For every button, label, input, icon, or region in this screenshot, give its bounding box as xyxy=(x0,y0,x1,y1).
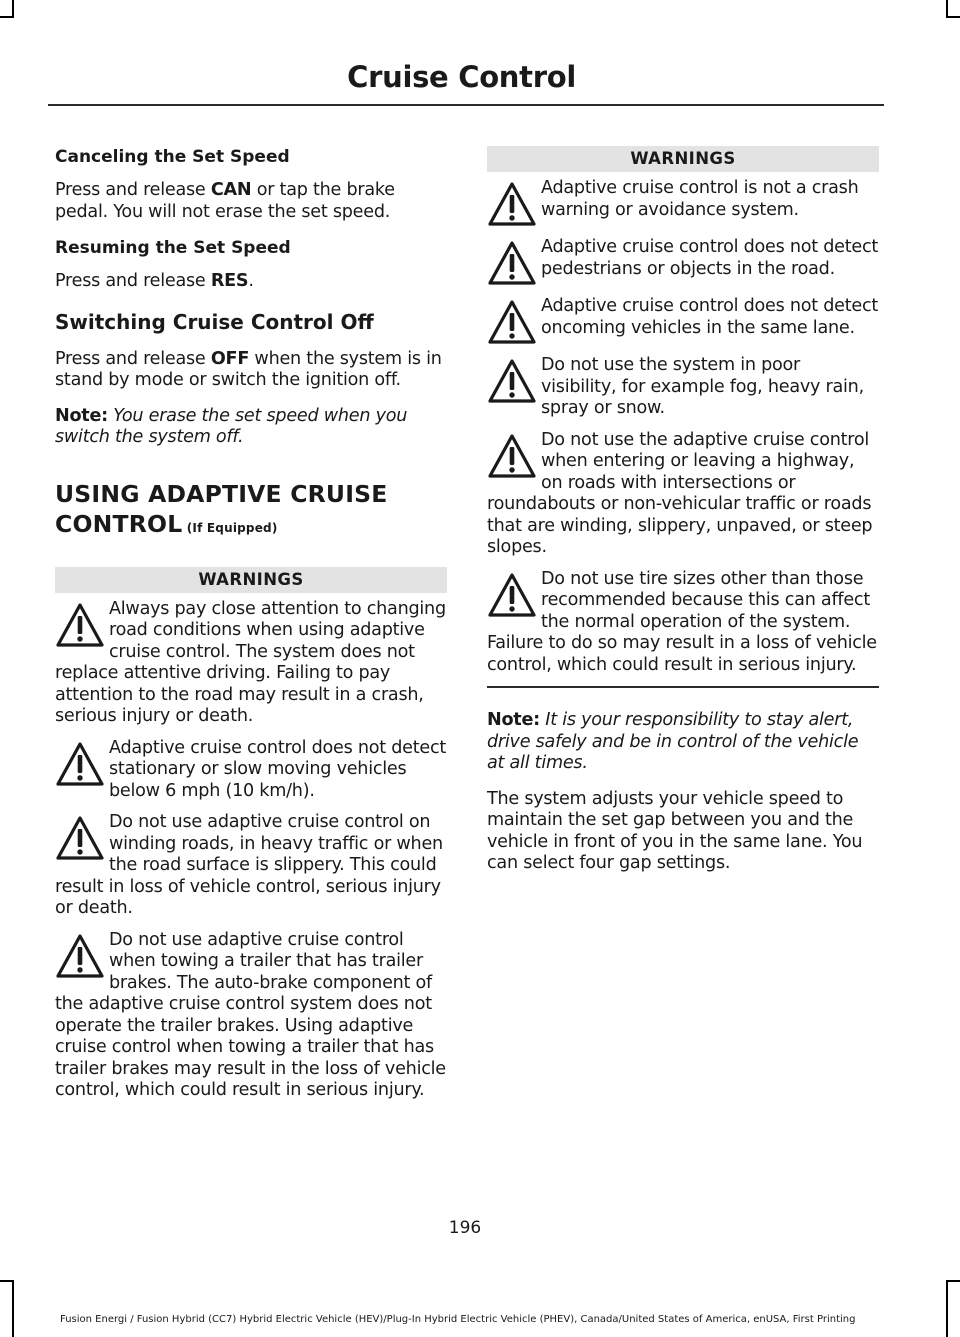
right-note-label: Note: xyxy=(487,710,540,730)
warning-text: Always pay close attention to changing road conditions when using adaptive cruise control. The system does not replace attentive driving. Failing to pay attention to the road may result in a crash, serious injury or death. xyxy=(55,598,446,726)
warning-item xyxy=(55,930,447,1102)
left-warnings-box xyxy=(55,567,447,1102)
warning-text: Do not use adaptive cruise control on winding roads, in heavy traffic or when the road surface is slippery. This could result in loss of vehicle control, serious injury or death. xyxy=(55,812,443,918)
warning-text: Adaptive cruise control does not detect oncoming vehicles in the same lane. xyxy=(541,296,879,338)
switch-off-heading: Switching Cruise Control Off xyxy=(55,309,374,334)
warnings-title: WARNINGS xyxy=(55,567,447,593)
left-note xyxy=(55,406,447,449)
left-warnings-list xyxy=(55,599,447,1102)
cancel-heading: Canceling the Set Speed xyxy=(55,147,290,167)
warning-text: Do not use the adaptive cruise control when entering or leaving a highway, on roads with intersections or roundabouts or non-vehicular traffic or roads that are winding, slippery, unpaved, or steep slopes. xyxy=(487,429,873,557)
left-note-label: Note: xyxy=(55,405,108,426)
crop-mark-bottom-left-v xyxy=(12,1280,14,1337)
section-heading xyxy=(55,479,447,543)
warning-item xyxy=(55,738,447,803)
warning-triangle-icon xyxy=(55,815,105,861)
right-column xyxy=(487,146,879,889)
resume-text-post: . xyxy=(248,271,254,291)
section-heading-suffix: (If Equipped) xyxy=(182,520,278,535)
off-text-post: when the system is in stand by mode or switch the ignition off. xyxy=(55,348,442,390)
off-keyword: OFF xyxy=(210,348,250,369)
warning-item xyxy=(487,296,879,345)
warning-text: Adaptive cruise control does not detect stationary or slow moving vehicles below 6 mph (10 km/h). xyxy=(109,737,447,801)
page-number: 196 xyxy=(448,1218,482,1238)
resume-heading: Resuming the Set Speed xyxy=(55,238,291,258)
page-title: Cruise Control xyxy=(347,60,576,94)
warning-triangle-icon xyxy=(55,933,105,979)
warning-text: Do not use adaptive cruise control when towing a trailer that has trailer brakes. The auto-brake component of the adaptive cruise control system does not operate the trailer brakes. Using adaptive cruise control when towing a trailer that has trailer brakes may result in the loss of vehicle control, which could result in serious injury. xyxy=(55,929,446,1100)
warning-item xyxy=(55,599,447,728)
cancel-text-pre: Press and release xyxy=(55,180,211,200)
warning-triangle-icon xyxy=(487,358,537,404)
section-heading-text: USING ADAPTIVE CRUISE CONTROL xyxy=(55,479,388,538)
warning-item xyxy=(487,569,879,677)
warning-text: Do not use the system in poor visibility, for example fog, heavy rain, spray or snow. xyxy=(541,355,864,418)
crop-mark-bottom-right-h xyxy=(946,1280,960,1282)
gap-settings-paragraph: The system adjusts your vehicle speed to maintain the set gap between you and the vehicle in front of you in the same lane. You can select four gap settings. xyxy=(487,788,863,873)
warning-triangle-icon xyxy=(487,572,537,618)
left-column xyxy=(55,146,447,1112)
warning-triangle-icon xyxy=(55,741,105,787)
warning-item xyxy=(487,355,879,420)
warning-text: Adaptive cruise control does not detect pedestrians or objects in the road. xyxy=(541,237,879,279)
warning-item xyxy=(487,430,879,559)
resume-text-pre: Press and release xyxy=(55,271,211,291)
warning-text: Do not use tire sizes other than those recommended because this can affect the normal operation of the system. Failure to do so may result in a loss of vehicle control, which could result in serious injury. xyxy=(487,568,877,675)
crop-mark-bottom-right-v xyxy=(946,1280,948,1337)
can-keyword: CAN xyxy=(210,180,252,200)
footer-text: Fusion Energi / Fusion Hybrid (CC7) Hybrid Electric Vehicle (HEV)/Plug-In Hybrid Electric Vehicle (PHEV), Canada/United States of America, enUSA, First Printing xyxy=(60,1314,856,1325)
resume-paragraph xyxy=(55,271,447,293)
warning-triangle-icon xyxy=(487,240,537,286)
warning-item xyxy=(55,812,447,920)
warning-item xyxy=(487,178,879,227)
warnings-title: WARNINGS xyxy=(487,146,879,172)
crop-mark-top-left-h xyxy=(0,16,14,18)
warning-text: Adaptive cruise control is not a crash warning or avoidance system. xyxy=(541,178,859,220)
right-note-text: It is your responsibility to stay alert, drive safely and be in control of the vehicle at all times. xyxy=(487,710,859,773)
warning-item xyxy=(487,237,879,286)
res-keyword: RES xyxy=(210,271,249,291)
header-rule xyxy=(48,104,884,106)
right-note xyxy=(487,710,879,775)
cancel-paragraph xyxy=(55,180,447,223)
cancel-text-post: or tap the brake pedal. You will not erase the set speed. xyxy=(55,180,395,222)
warning-triangle-icon xyxy=(487,299,537,345)
switch-off-paragraph xyxy=(55,349,447,392)
crop-mark-top-right-h xyxy=(946,16,960,18)
warning-triangle-icon xyxy=(55,602,105,648)
crop-mark-bottom-left-h xyxy=(0,1280,14,1282)
right-warnings-box xyxy=(487,146,879,688)
left-note-text: You erase the set speed when you switch the system off. xyxy=(55,405,408,447)
warning-triangle-icon xyxy=(487,181,537,227)
warnings-end-rule xyxy=(487,686,879,688)
right-warnings-list xyxy=(487,178,879,676)
warning-triangle-icon xyxy=(487,433,537,479)
off-text-pre: Press and release xyxy=(55,348,211,369)
